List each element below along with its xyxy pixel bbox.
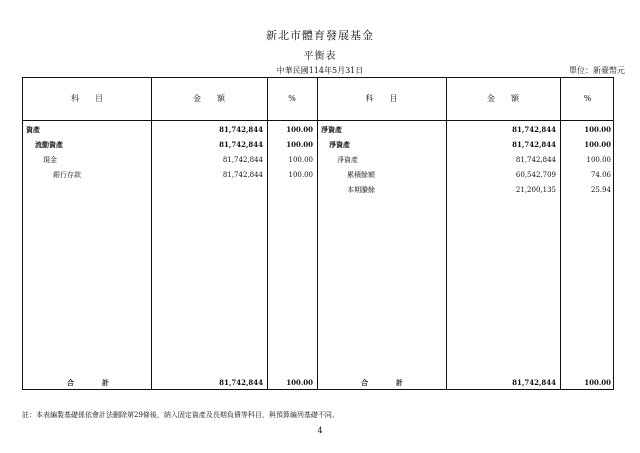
right-row-name: 淨資產 xyxy=(321,125,342,134)
header-right-pct: % xyxy=(583,94,592,103)
header-right-amount: 金 額 xyxy=(487,94,519,103)
right-row-name: 淨資產 xyxy=(329,140,350,149)
left-row-amount: 81,742,844 xyxy=(222,156,263,164)
right-row-pct: 100.00 xyxy=(584,140,611,149)
left-row-pct: 100.00 xyxy=(286,125,313,134)
right-total-amount: 81,742,844 xyxy=(512,378,556,387)
left-row-pct: 100.00 xyxy=(286,140,313,149)
right-row-amount: 81,742,844 xyxy=(512,125,556,134)
right-row-pct: 74.06 xyxy=(590,171,611,179)
right-row-name: 淨資產 xyxy=(337,156,358,164)
right-row-pct: 100.00 xyxy=(586,156,611,164)
currency-unit: 單位：新臺幣元 xyxy=(569,66,625,75)
right-row-amount: 60,542,709 xyxy=(515,171,556,179)
right-row-pct: 100.00 xyxy=(584,125,611,134)
left-row-amount: 81,742,844 xyxy=(219,140,263,149)
right-row-name: 本期賸餘 xyxy=(347,186,375,194)
header-right-item: 科 目 xyxy=(365,94,398,103)
right-total-pct: 100.00 xyxy=(584,378,611,387)
balance-sheet-table xyxy=(22,77,614,390)
header-left-item: 科 目 xyxy=(71,94,103,103)
right-row-name: 累積餘額 xyxy=(347,171,375,179)
left-row-name: 現金 xyxy=(43,156,57,164)
left-row-name: 流動資產 xyxy=(35,140,63,149)
right-row-amount: 81,742,844 xyxy=(515,156,556,164)
header-left-amount: 金 額 xyxy=(193,94,225,103)
left-row-amount: 81,742,844 xyxy=(219,125,263,134)
fund-title: 新北市體育發展基金 xyxy=(266,29,374,42)
right-row-pct: 25.94 xyxy=(590,186,611,194)
left-row-name: 資產 xyxy=(26,125,40,134)
left-total-label: 合 計 xyxy=(67,378,109,387)
right-total-label: 合 計 xyxy=(361,378,403,387)
left-total-pct: 100.00 xyxy=(286,378,313,387)
left-total-amount: 81,742,844 xyxy=(219,378,263,387)
col-divider-center xyxy=(317,78,318,389)
left-row-pct: 100.00 xyxy=(288,156,313,164)
right-row-amount: 21,200,135 xyxy=(515,186,556,194)
report-date: 中華民國114年5月31日 xyxy=(276,66,364,75)
page-number: 4 xyxy=(317,426,323,435)
right-row-amount: 81,742,844 xyxy=(512,140,556,149)
left-row-name: 銀行存款 xyxy=(53,171,81,179)
header-left-pct: % xyxy=(288,94,296,103)
left-row-amount: 81,742,844 xyxy=(222,171,263,179)
left-row-pct: 100.00 xyxy=(288,171,313,179)
footnote: 註：本表編製基礎係依會計法刪除第29條後，納入固定資產及長期負債等科目，與預算編列基礎不同。 xyxy=(22,411,339,419)
report-subtitle: 平衡表 xyxy=(303,51,337,62)
